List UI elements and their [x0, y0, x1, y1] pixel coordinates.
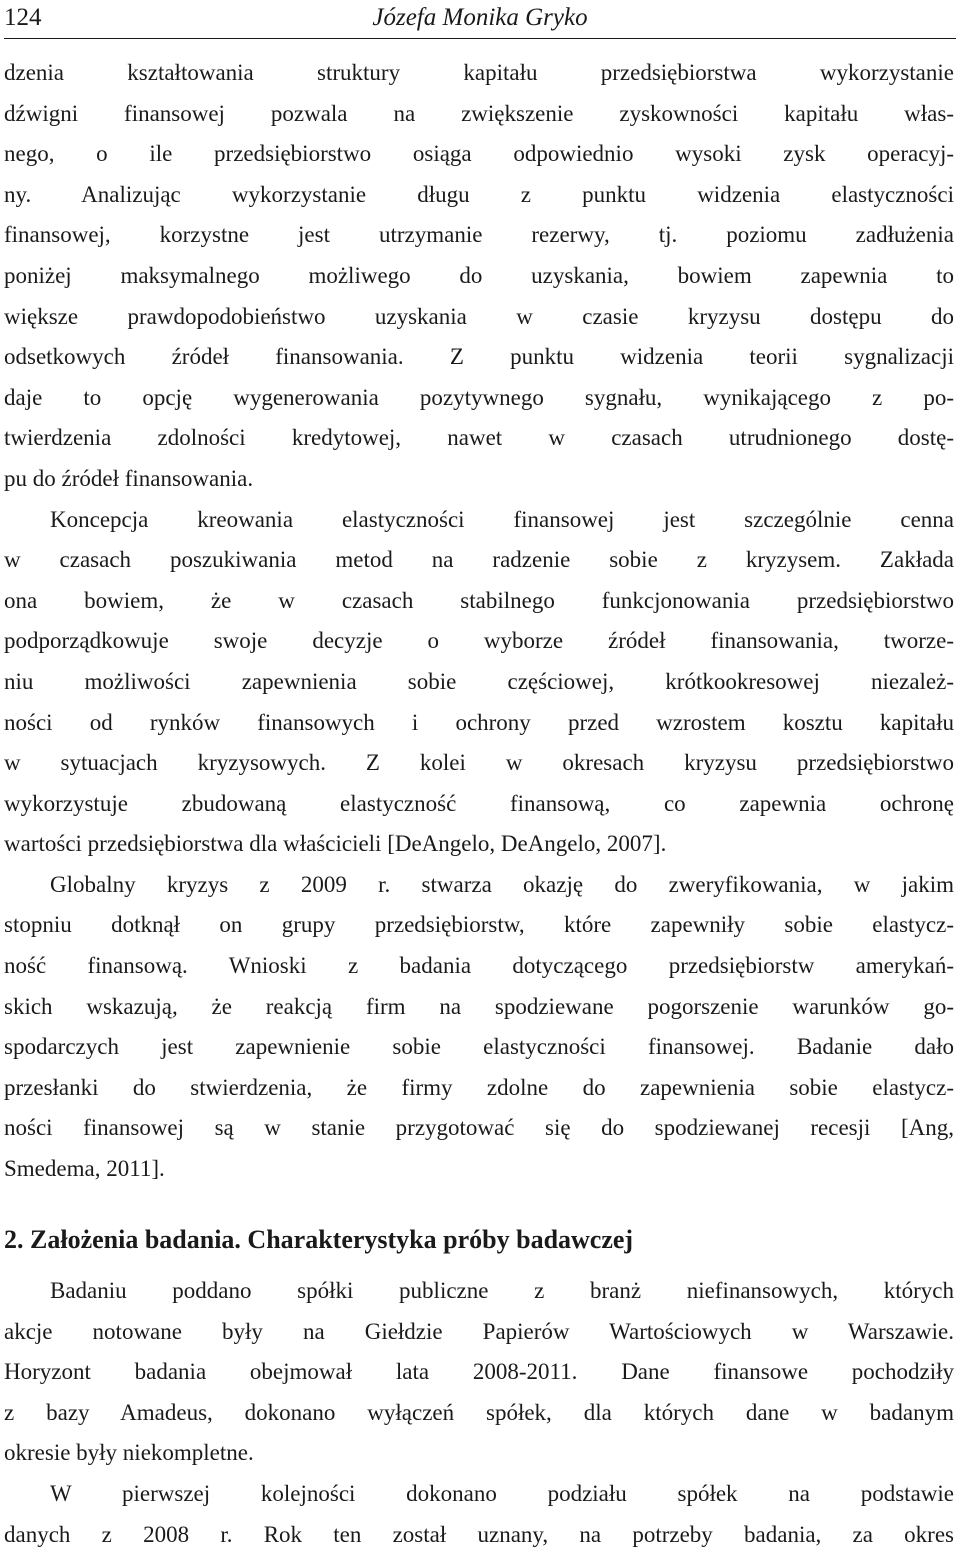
text-line: Koncepcja kreowania elastyczności finansowej jest szczególnie cenna [50, 506, 954, 532]
text-line: przesłanki do stwierdzenia, że firmy zdolne do zapewnienia sobie elastycz- [4, 1074, 954, 1100]
text-line: w czasach poszukiwania metod na radzenie sobie z kryzysem. Zakłada [4, 547, 954, 573]
body-text-block-2 [4, 1271, 954, 1555]
text-line: ona bowiem, że w czasach stabilnego funkcjonowania przedsiębiorstwo [4, 587, 954, 613]
text-line: spodarczych jest zapewnienie sobie elastyczności finansowej. Badanie dało [4, 1034, 954, 1060]
text-line: Badaniu poddano spółki publiczne z branż niefinansowych, których [50, 1278, 954, 1303]
text-line: finansowej, korzystne jest utrzymanie rezerwy, tj. poziomu zadłużenia [4, 222, 954, 248]
text-line: ności finansowej są w stanie przygotować się do spodziewanej recesji [Ang, [4, 1115, 954, 1141]
text-line: Horyzont badania obejmował lata 2008-2011. Dane finansowe pochodziły [4, 1359, 954, 1385]
text-line: twierdzenia zdolności kredytowej, nawet w czasach utrudnionego dostę- [4, 425, 954, 451]
running-title-author: Józefa Monika Gryko [372, 4, 588, 31]
text-line: dźwigni finansowej pozwala na zwiększenie zyskowności kapitału włas- [4, 100, 954, 126]
text-line: ny. Analizując wykorzystanie długu z punktu widzenia elastyczności [4, 181, 954, 207]
text-line: akcje notowane były na Giełdzie Papierów Wartościowych w Warszawie. [4, 1318, 954, 1344]
text-line: okresie były niekompletne. [4, 1440, 254, 1466]
text-line: wartości przedsiębiorstwa dla właścicieli [DeAngelo, DeAngelo, 2007]. [4, 831, 667, 857]
section-heading: 2. Założenia badania. Charakterystyka próby badawczej [4, 1225, 634, 1254]
text-line: dzenia kształtowania struktury kapitału przedsiębiorstwa wykorzystanie [4, 60, 954, 85]
text-line: podporządkowuje swoje decyzje o wyborze źródeł finansowania, tworze- [4, 628, 954, 654]
text-line: pu do źródeł finansowania. [4, 465, 254, 491]
text-line: poniżej maksymalnego możliwego do uzyskania, bowiem zapewnia to [4, 262, 954, 288]
text-line: Globalny kryzys z 2009 r. stwarza okazję do zweryfikowania, w jakim [50, 871, 954, 897]
text-line: większe prawdopodobieństwo uzyskania w czasie kryzysu dostępu do [4, 303, 954, 329]
text-line: Smedema, 2011]. [4, 1156, 165, 1182]
text-line: W pierwszej kolejności dokonano podziału spółek na podstawie [50, 1480, 954, 1506]
text-line: nego, o ile przedsiębiorstwo osiąga odpowiednio wysoki zysk operacyj- [4, 141, 954, 167]
text-line: wykorzystuje zbudowaną elastyczność finansową, co zapewnia ochronę [4, 790, 954, 816]
page-number: 124 [4, 4, 42, 31]
text-line: odsetkowych źródeł finansowania. Z punktu widzenia teorii sygnalizacji [4, 344, 954, 370]
text-line: ności od rynków finansowych i ochrony przed wzrostem kosztu kapitału [4, 709, 954, 735]
text-line: danych z 2008 r. Rok ten został uznany, na potrzeby badania, za okres [4, 1521, 954, 1547]
text-line: niu możliwości zapewnienia sobie częściowej, krótkookresowej niezależ- [4, 668, 954, 694]
text-line: ność finansową. Wnioski z badania dotyczącego przedsiębiorstw amerykań- [4, 953, 954, 979]
running-header [4, 0, 956, 39]
text-line: skich wskazują, że reakcją firm na spodziewane pogorszenie warunków go- [4, 993, 954, 1019]
text-line: stopniu dotknął on grupy przedsiębiorstw, które zapewniły sobie elastycz- [4, 912, 954, 938]
text-line: daje to opcję wygenerowania pozytywnego sygnału, wynikającego z po- [4, 384, 954, 410]
text-line: w sytuacjach kryzysowych. Z kolei w okresach kryzysu przedsiębiorstwo [4, 750, 954, 776]
text-line: z bazy Amadeus, dokonano wyłączeń spółek, dla których dane w badanym [4, 1399, 954, 1425]
body-text-block-1 [4, 53, 954, 1190]
